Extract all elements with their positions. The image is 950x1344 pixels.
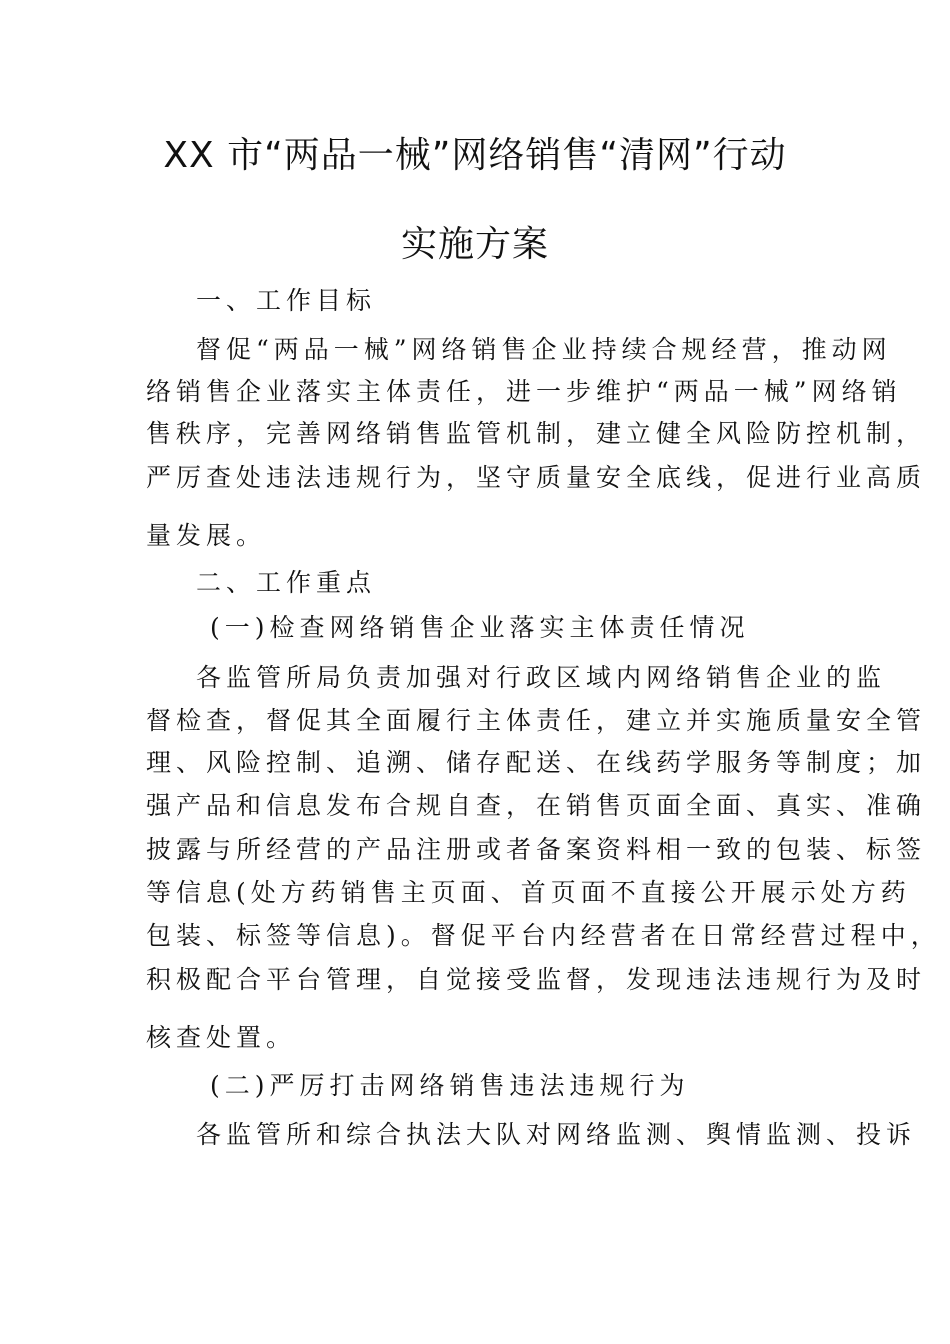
- paragraph-line: 等信息(处方药销售主页面、首页面不直接公开展示处方药: [146, 878, 911, 907]
- paragraph-line: 督促“两品一械”网络销售企业持续合规经营，推动网: [196, 335, 892, 364]
- paragraph-line: 披露与所经营的产品注册或者备案资料相一致的包装、标签: [146, 835, 927, 864]
- paragraph-line: 督检查，督促其全面履行主体责任，建立并实施质量安全管: [146, 706, 927, 735]
- paragraph-line: 理、风险控制、追溯、储存配送、在线药学服务等制度；加: [146, 748, 927, 777]
- paragraph-line: 积极配合平台管理，自觉接受监督，发现违法违规行为及时: [146, 965, 927, 994]
- section-heading-goals: 一、工作目标: [196, 286, 377, 315]
- paragraph-line: 售秩序，完善网络销售监管机制，建立健全风险防控机制，: [146, 419, 927, 448]
- subsection-heading-2: (二)严厉打击网络销售违法违规行为: [210, 1071, 690, 1100]
- subsection-heading-1: (一)检查网络销售企业落实主体责任情况: [210, 613, 750, 642]
- section-heading-focus: 二、工作重点: [196, 568, 377, 597]
- document-title-line-1: XX 市“两品一械”网络销售“清网”行动: [163, 135, 787, 176]
- paragraph-line: 包装、标签等信息)。督促平台内经营者在日常经营过程中，: [146, 921, 941, 950]
- paragraph-line: 络销售企业落实主体责任，进一步维护“两品一械”网络销: [146, 377, 902, 406]
- paragraph-line: 严厉查处违法违规行为，坚守质量安全底线，促进行业高质: [146, 463, 927, 492]
- paragraph-line: 各监管所局负责加强对行政区域内网络销售企业的监: [196, 663, 887, 692]
- paragraph-line: 核查处置。: [146, 1023, 297, 1052]
- paragraph-line: 各监管所和综合执法大队对网络监测、舆情监测、投诉: [196, 1120, 917, 1149]
- document-title-line-2: 实施方案: [400, 224, 549, 265]
- paragraph-line: 强产品和信息发布合规自查，在销售页面全面、真实、准确: [146, 791, 927, 820]
- paragraph-line: 量发展。: [146, 521, 267, 550]
